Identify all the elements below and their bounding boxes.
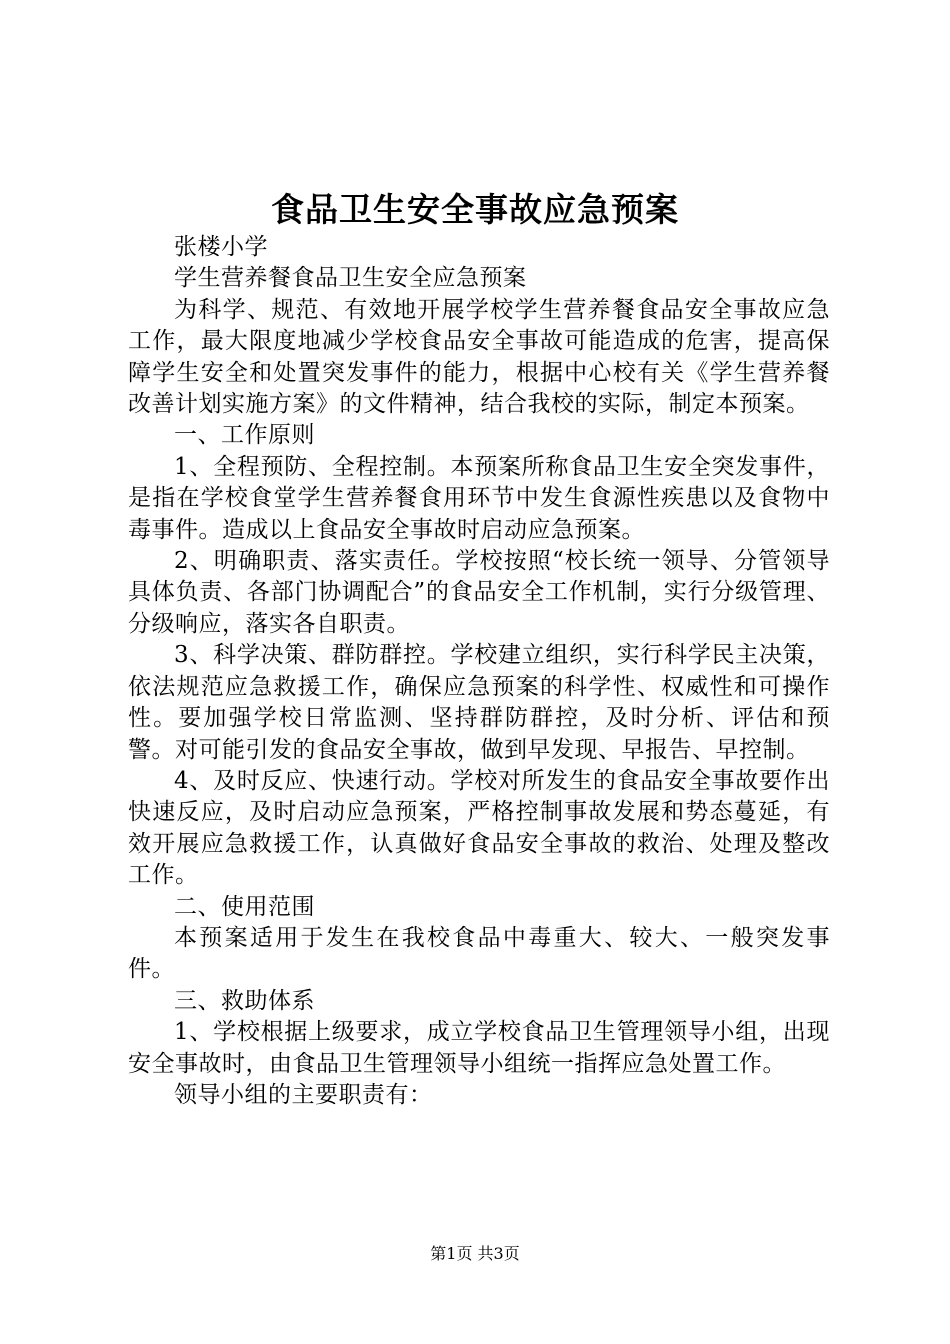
- principle-2: 2、明确职责、落实责任。学校按照“校长统一领导、分管领导具体负责、各部门协调配合”的食品安全工作机制，实行分级管理、分级响应，落实各自职责。: [128, 548, 830, 637]
- section-heading-rescue-system: 三、救助体系: [174, 987, 315, 1014]
- principle-3: 3、科学决策、群防群控。学校建立组织，实行科学民主决策，依法规范应急救援工作，确保应急预案的科学性、权威性和可操作性。要加强学校日常监测、坚持群防群控，及时分析、评估和预警。对可能引发的食品安全事故，做到早发现、早报告、早控制。: [128, 642, 830, 763]
- section-heading-principles: 一、工作原则: [174, 422, 315, 449]
- principle-4: 4、及时反应、快速行动。学校对所发生的食品安全事故要作出快速反应，及时启动应急预案，严格控制事故发展和势态蔓延，有效开展应急救援工作，认真做好食品安全事故的救治、处理及整改工作。: [128, 767, 830, 889]
- document-title: 食品卫生安全事故应急预案: [271, 190, 679, 229]
- rescue-item-1: 1、学校根据上级要求，成立学校食品卫生管理领导小组，出现安全事故时，由食品卫生管理领导小组统一指挥应急处置工作。: [128, 1019, 830, 1077]
- section-heading-scope: 二、使用范围: [174, 893, 315, 920]
- scope-paragraph: 本预案适用于发生在我校食品中毒重大、较大、一般突发事件。: [128, 924, 830, 983]
- leadership-duties-intro: 领导小组的主要职责有：: [174, 1081, 433, 1108]
- plan-subtitle: 学生营养餐食品卫生安全应急预案: [174, 265, 527, 292]
- page-number-footer: 第1页 共3页: [430, 1244, 520, 1263]
- document-body: [128, 232, 830, 1111]
- school-name: 张楼小学: [174, 234, 268, 260]
- intro-paragraph: 为科学、规范、有效地开展学校学生营养餐食品安全事故应急工作，最大限度地减少学校食品安全事故可能造成的危害，提高保障学生安全和处置突发事件的能力，根据中心校有关《学生营养餐改善计划实施方案》的文件精神，结合我校的实际，制定本预案。: [128, 296, 830, 418]
- principle-1: 1、全程预防、全程控制。本预案所称食品卫生安全突发事件，是指在学校食堂学生营养餐食用环节中发生食源性疾患以及食物中毒事件。造成以上食品安全事故时启动应急预案。: [128, 453, 830, 543]
